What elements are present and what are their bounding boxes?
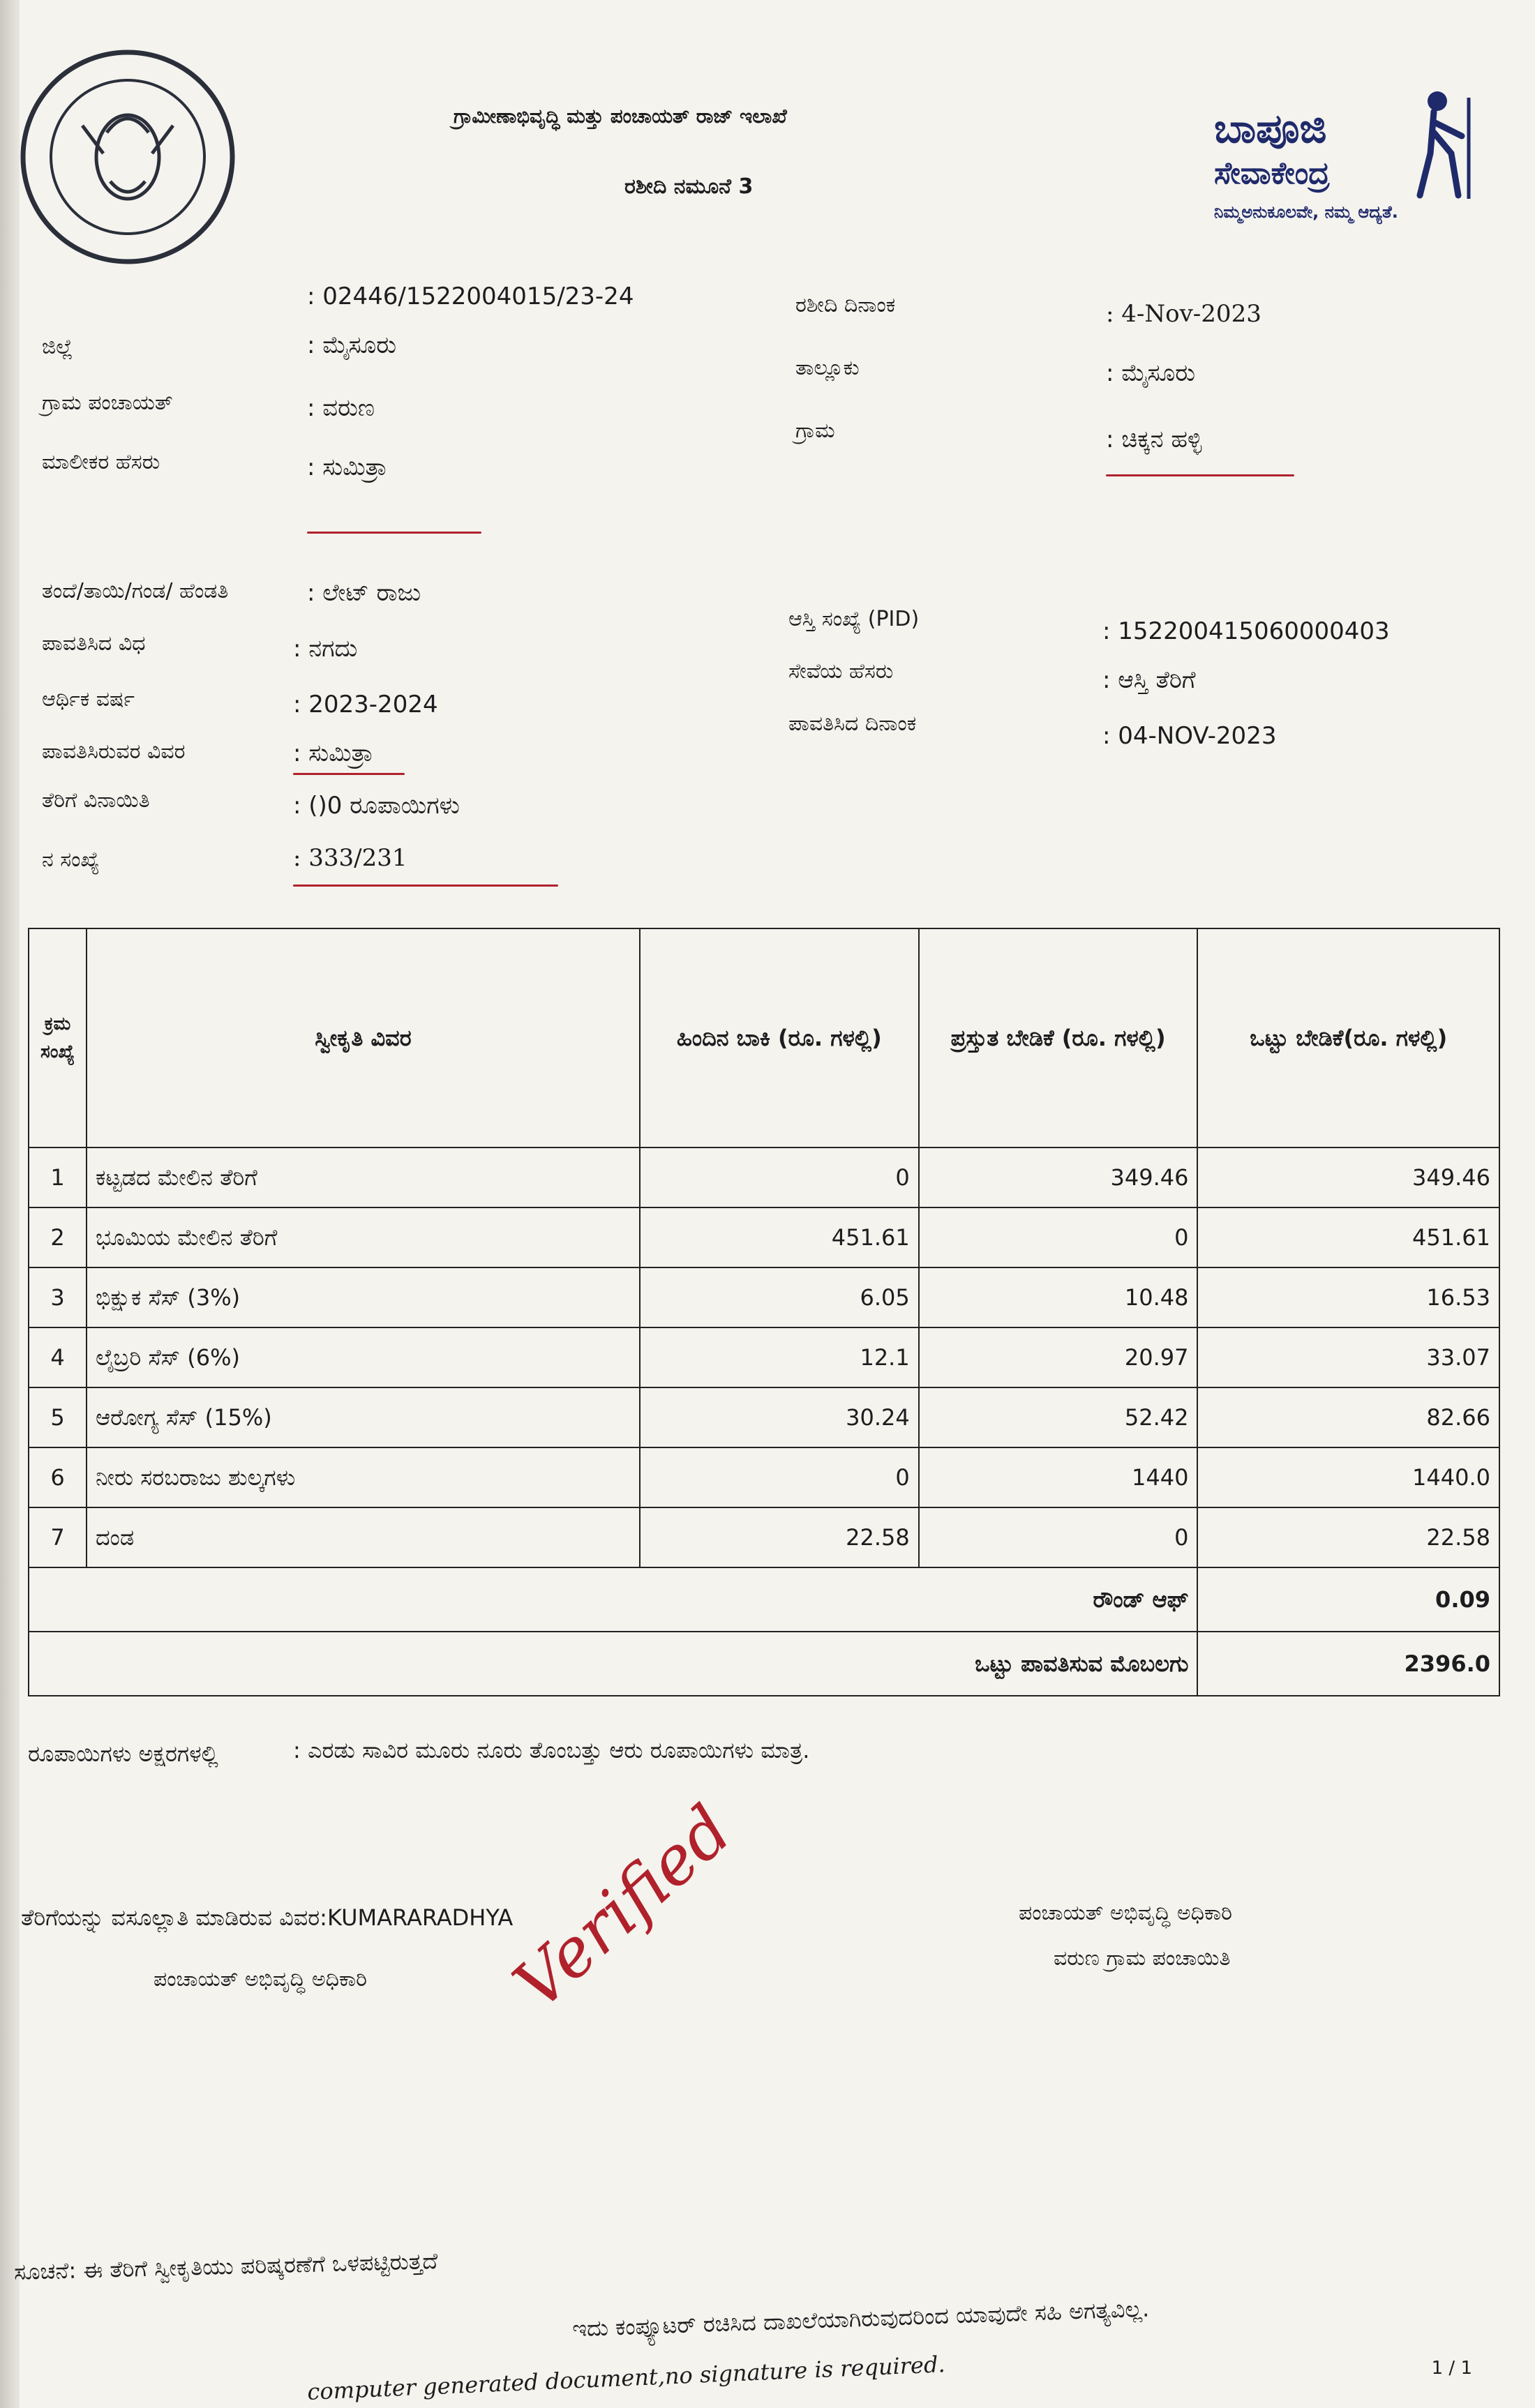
property-number-value: : 333/231 [293,844,407,872]
row-sl: 2 [29,1207,87,1267]
row-sl: 1 [29,1147,87,1207]
table-header-row [29,928,1499,1147]
row-sl: 3 [29,1267,87,1327]
total-value: 2396.0 [1197,1632,1499,1696]
financial-year-label: ಆರ್ಥಿಕ ವರ್ಷ [42,687,135,712]
page-number: 1 / 1 [1431,2358,1472,2379]
receipt-date-value: : 4-Nov-2023 [1106,300,1261,328]
table-row [29,1267,1499,1327]
village-value: : ಚಿಕ್ಕನ ಹಳ್ಳಿ [1106,426,1202,453]
roundoff-label: ರೌಂಡ್ ಆಫ್ [29,1567,1197,1632]
total-label: ಒಟ್ಟು ಪಾವತಿಸುವ ಮೊಬಲಗು [29,1632,1197,1696]
row-current-demand: 0 [919,1507,1198,1567]
table-row [29,1327,1499,1387]
table-row [29,1147,1499,1207]
logo-title: ಬಾಪೂಜಿ [1214,105,1327,152]
pid-label: ಆಸ್ತಿ ಸಂಖ್ಯೆ (PID) [788,607,920,631]
row-description: ಭಿಕ್ಷುಕ ಸೆಸ್ (3%) [87,1267,640,1327]
owner-name-label: ಮಾಲೀಕರ ಹೆಸರು [42,450,160,474]
payer-label: ಪಾವತಿಸಿರುವರ ವಿವರ [42,739,186,764]
underline-mark [1106,474,1294,476]
row-total-demand: 349.46 [1197,1147,1499,1207]
col-header-description: ಸ್ವೀಕೃತಿ ವಿವರ [87,928,640,1147]
payment-date-label: ಪಾವತಿಸಿದ ದಿನಾಂಕ [788,712,917,736]
row-sl: 4 [29,1327,87,1387]
table-row [29,1207,1499,1267]
gram-panchayat-label: ಗ್ರಾಮ ಪಂಚಾಯತ್ [42,391,173,415]
receipt-number: : 02446/1522004015/23-24 [307,283,634,310]
row-current-demand: 52.42 [919,1387,1198,1447]
row-current-demand: 20.97 [919,1327,1198,1387]
total-row [29,1632,1499,1696]
logo-subtitle: ಸೇವಾಕೇಂದ್ರ [1214,156,1330,191]
row-total-demand: 16.53 [1197,1267,1499,1327]
row-previous-due: 22.58 [640,1507,919,1567]
row-description: ಕಟ್ಟಡದ ಮೇಲಿನ ತೆರಿಗೆ [87,1147,640,1207]
row-current-demand: 10.48 [919,1267,1198,1327]
table-row [29,1447,1499,1507]
row-previous-due: 30.24 [640,1387,919,1447]
col-header-total-demand: ಒಟ್ಟು ಬೇಡಿಕೆ(ರೂ. ಗಳಲ್ಲಿ) [1197,928,1499,1147]
logo-tagline: ನಿಮ್ಮಅನುಕೂಲವೇ, ನಮ್ಮ ಆದ್ಯತೆ. [1214,202,1398,222]
payment-mode-label: ಪಾವತಿಸಿದ ವಿಧ [42,631,146,656]
pid-value: : 152200415060000403 [1102,617,1390,645]
collector-line: ತೆರಿಗೆಯನ್ನು ವಸೂಲ್ಲಾತಿ ಮಾಡಿರುವ ವಿವರ:KUMARARADHYA [21,1904,514,1931]
underline-mark [293,773,405,775]
district-label: ಜಿಲ್ಲೆ [42,335,73,359]
row-previous-due: 12.1 [640,1327,919,1387]
gandhi-figure-icon [1402,84,1486,202]
officer-office: ವರುಣ ಗ್ರಾಮ ಪಂಚಾಯಿತಿ [1054,1946,1231,1971]
row-current-demand: 1440 [919,1447,1198,1507]
panchayat-seal [13,42,243,272]
row-sl: 7 [29,1507,87,1567]
row-description: ಭೂಮಿಯ ಮೇಲಿನ ತೆರಿಗೆ [87,1207,640,1267]
row-total-demand: 451.61 [1197,1207,1499,1267]
row-previous-due: 451.61 [640,1207,919,1267]
gram-panchayat-value: : ವರುಣ [307,394,375,422]
roundoff-row [29,1567,1499,1632]
payment-mode-value: : ನಗದು [293,635,358,663]
officer-title: ಪಂಚಾಯತ್ ಅಭಿವೃದ್ಧಿ ಅಧಿಕಾರಿ [1019,1901,1232,1925]
district-value: : ಮೈಸೂರು [307,331,397,359]
row-total-demand: 22.58 [1197,1507,1499,1567]
receipt-date-label: ರಶೀದಿ ದಿನಾಂಕ [795,293,896,317]
row-description: ದಂಡ [87,1507,640,1567]
table-row [29,1387,1499,1447]
service-name-value: : ಆಸ್ತಿ ತೆರಿಗೆ [1102,666,1196,694]
taluk-label: ತಾಲ್ಲೂಕು [795,356,860,380]
financial-year-value: : 2023-2024 [293,691,438,718]
department-title: ಗ್ರಾಮೀಣಾಭಿವೃದ್ಧಿ ಮತ್ತು ಪಂಚಾಯತ್ ರಾಜ್ ಇಲಾಖೆ [454,105,787,128]
row-description: ಲೈಬ್ರರಿ ಸೆಸ್ (6%) [87,1327,640,1387]
row-previous-due: 0 [640,1147,919,1207]
row-total-demand: 33.07 [1197,1327,1499,1387]
underline-mark [293,885,558,887]
bapuji-logo [1214,105,1398,222]
note-no-signature-en: computer generated document,no signature is required. [306,2351,946,2405]
village-label: ಗ್ರಾಮ [795,419,835,443]
amount-words-label: ರೂಪಾಯಿಗಳು ಅಕ್ಷರಗಳಲ್ಲಿ [28,1740,218,1767]
row-previous-due: 0 [640,1447,919,1507]
receipt-table [28,928,1500,1696]
handwritten-verified: Verified [499,1791,747,2024]
col-header-sl: ಕ್ರಮ ಸಂಖ್ಯೆ [29,928,87,1147]
row-sl: 6 [29,1447,87,1507]
row-current-demand: 349.46 [919,1147,1198,1207]
payment-date-value: : 04-NOV-2023 [1102,722,1277,750]
owner-name-value: : ಸುಮಿತ್ರಾ [307,453,388,481]
relation-value: : ಲೇಟ್ ರಾಜು [307,579,421,607]
relation-label: ತಂದೆ/ತಾಯಿ/ಗಂಡ/ ಹೆಂಡತಿ [42,579,229,603]
underline-mark [307,532,481,534]
taluk-value: : ಮೈಸೂರು [1106,359,1196,387]
payer-value: : ಸುಮಿತ್ರಾ [293,739,374,767]
note-no-signature-kn: ಇದು ಕಂಪ್ಯೂಟರ್ ರಚಿಸಿದ ದಾಖಲೆಯಾಗಿರುವುದರಿಂದ ಯಾವುದೇ ಸಹಿ ಅಗತ್ಯವಿಲ್ಲ. [571,2295,1150,2342]
row-sl: 5 [29,1387,87,1447]
property-number-label: ನ ಸಂಖ್ಯೆ [42,848,100,872]
note-revision: ಸೂಚನೆ: ಈ ತೆರಿಗೆ ಸ್ವೀಕೃತಿಯು ಪರಿಷ್ಕರಣೆಗೆ ಒಳಪಟ್ಟಿರುತ್ತದೆ [13,2248,438,2285]
row-description: ಆರೋಗ್ಯ ಸೆಸ್ (15%) [87,1387,640,1447]
table-row [29,1507,1499,1567]
row-description: ನೀರು ಸರಬರಾಜು ಶುಲ್ಕಗಳು [87,1447,640,1507]
form-title: ರಶೀದಿ ನಮೂನೆ 3 [624,174,754,199]
tax-exemption-label: ತೆರಿಗೆ ವಿನಾಯಿತಿ [42,788,150,813]
page-binding-edge [0,0,20,2408]
collector-role: ಪಂಚಾಯತ್ ಅಭಿವೃದ್ಧಿ ಅಧಿಕಾರಿ [154,1967,367,1992]
roundoff-value: 0.09 [1197,1567,1499,1632]
col-header-previous-due: ಹಿಂದಿನ ಬಾಕಿ (ರೂ. ಗಳಲ್ಲಿ) [640,928,919,1147]
service-name-label: ಸೇವೆಯ ಹೆಸರು [788,659,894,684]
tax-exemption-value: : ()0 ರೂಪಾಯಿಗಳು [293,792,460,820]
row-total-demand: 82.66 [1197,1387,1499,1447]
amount-words-value: : ಎರಡು ಸಾವಿರ ಮೂರು ನೂರು ತೊಂಬತ್ತು ಆರು ರೂಪಾಯಿಗಳು ಮಾತ್ರ. [293,1737,810,1763]
row-previous-due: 6.05 [640,1267,919,1327]
row-current-demand: 0 [919,1207,1198,1267]
col-header-current-demand: ಪ್ರಸ್ತುತ ಬೇಡಿಕೆ (ರೂ. ಗಳಲ್ಲಿ) [919,928,1198,1147]
row-total-demand: 1440.0 [1197,1447,1499,1507]
